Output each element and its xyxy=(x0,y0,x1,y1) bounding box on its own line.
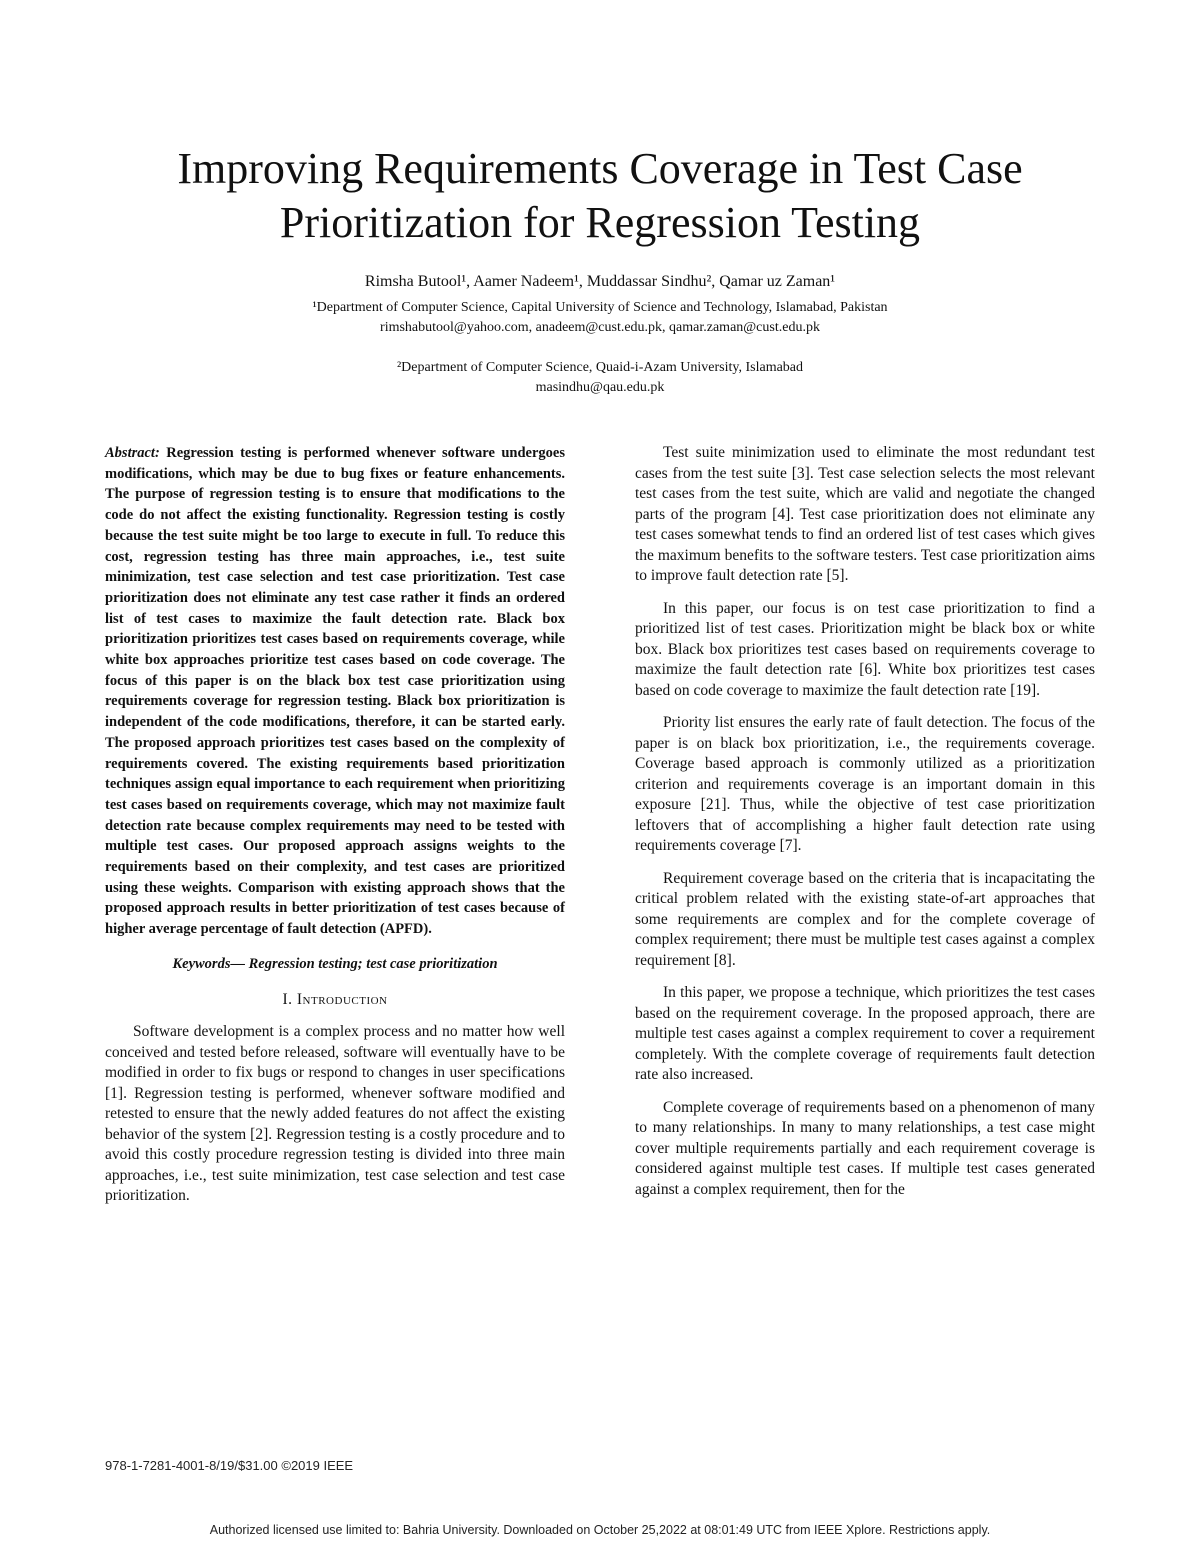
license-footer: Authorized licensed use limited to: Bahria University. Downloaded on October 25,2022 at 08:01:49 UTC from IEEE Xplore. Restrictions apply. xyxy=(209,1523,991,1537)
keywords: Keywords— Regression testing; test case prioritization xyxy=(172,955,498,972)
affiliation-2-dept: ²Department of Computer Science, Quaid-i-Azam University, Islamabad xyxy=(396,360,804,375)
affiliation-1-emails: rimshabutool@yahoo.com, anadeem@cust.edu.pk, qamar.zaman@cust.edu.pk xyxy=(380,320,820,335)
abstract xyxy=(105,443,565,940)
body-paragraph: Software development is a complex process and no matter how well conceived and tested before released, software will eventually have to be modified in order to fix bugs or respond to changes in user specifications [1]. Regression testing is performed, whenever software modified and retested to ensure that the newly added features do not affect the existing behavior of the system [2]. Regression testing is a costly procedure and to avoid this costly procedure regression testing is divided into three main approaches, i.e., test suite minimization, test case selection and test case prioritization. xyxy=(105,1023,565,1205)
affiliation-2 xyxy=(100,358,1100,398)
copyright-notice: 978-1-7281-4001-8/19/$31.00 ©2019 IEEE xyxy=(105,1458,354,1473)
left-column xyxy=(105,443,565,1219)
affiliation-2-emails: masindhu@qau.edu.pk xyxy=(535,380,665,395)
body-paragraph: Requirement coverage based on the criteria that is incapacitating the critical problem related with the existing state-of-art approaches that some requirements are complex and for the complete coverage of complex requirement; there must be multiple test cases against a complex requirement [8]. xyxy=(635,869,1095,969)
title-line-2: Prioritization for Regression Testing xyxy=(279,198,921,247)
affiliation-1-dept: ¹Department of Computer Science, Capital University of Science and Technology, Islamabad, Pakistan xyxy=(312,300,888,315)
body-paragraph: In this paper, our focus is on test case prioritization to find a prioritized list of test cases. Prioritization might be black box or white box. Black box prioritizes test cases based on requirements coverage to maximize the fault detection rate [6]. White box prioritizes test cases based on code coverage to maximize the fault detection rate [19]. xyxy=(635,599,1095,699)
body-paragraph: Complete coverage of requirements based on a phenomenon of many to many relationships. In many to many relationships, a test case might cover multiple requirements partially and each requirement coverage is considered against multiple test cases. If multiple test cases generated against a complex requirement, then for the xyxy=(635,1098,1095,1198)
affiliation-1 xyxy=(100,298,1100,338)
body-paragraph: In this paper, we propose a technique, which prioritizes the test cases based on the requirement coverage. In the proposed approach, there are multiple test cases against a complex requirement to cover a requirement completely. With the complete coverage of requirements fault detection rate also increased. xyxy=(635,984,1095,1083)
body-paragraph: Test suite minimization used to eliminate the most redundant test cases from the test suite [3]. Test case selection selects the most relevant test cases from the test suite, which are valid and negotiate the changed parts of the program [4]. Test case prioritization does not eliminate any test cases somewhat tends to find an ordered list of test cases which gives the maximum benefits to the software testers. Test case prioritization aims to improve fault detection rate [5]. xyxy=(635,444,1095,584)
paper-title xyxy=(60,142,1140,250)
abstract-label: Abstract: xyxy=(105,445,160,461)
section-heading: I. Introduction xyxy=(282,990,388,1008)
author-list: Rimsha Butool¹, Aamer Nadeem¹, Muddassar Sindhu², Qamar uz Zaman¹ xyxy=(364,273,836,290)
abstract-text: Regression testing is performed whenever software undergoes modifications, which may be due to bug fixes or feature enhancements. The purpose of regression testing is to ensure that modifications to the code do not affect the existing functionality. Regression testing is costly because the test suite might be too large to execute in full. To reduce this cost, regression testing has three main approaches, i.e., test suite minimization, test case selection and test case prioritization. Test case prioritization does not eliminate any test case rather it finds an ordered list of test cases to maximize the fault detection rate. Black box prioritization prioritizes test cases based on requirements coverage, while white box approaches prioritize test cases based on code coverage. The focus of this paper is on the black box test case prioritization using requirements coverage for regression testing. Black box prioritization is independent of the code modifications, therefore, it can be started early. The proposed approach prioritizes test cases based on the complexity of requirements covered. The existing requirements based prioritization techniques assign equal importance to each requirement when prioritizing test cases based on requirements coverage, which may not maximize fault detection rate because complex requirements may need to be tested with multiple test cases. Our proposed approach assigns weights to the requirements based on their complexity, and test cases are prioritized using these weights. Comparison with existing approach shows that the proposed approach results in better prioritization of test cases because of higher average percentage of fault detection (APFD). xyxy=(105,445,566,938)
body-paragraph: Priority list ensures the early rate of fault detection. The focus of the paper is on black box prioritization, i.e., the requirements coverage. Coverage based approach is commonly utilized as a prioritization criterion and requirements coverage is an important domain in this exposure [21]. Thus, while the objective of test case prioritization leftovers that of accomplishing a higher fault detection rate using requirements coverage [7]. xyxy=(635,714,1095,854)
title-line-1: Improving Requirements Coverage in Test Case xyxy=(177,144,1023,193)
right-column xyxy=(635,443,1095,1212)
